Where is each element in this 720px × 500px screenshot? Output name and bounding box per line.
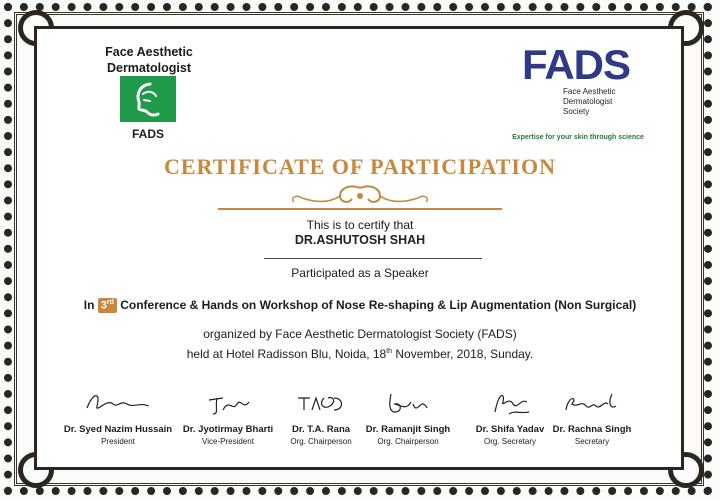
signatory-role: Org. Chairperson <box>377 437 439 446</box>
signatory-name: Dr. Jyotirmay Bharti <box>182 424 274 435</box>
signatory-name: Dr. T.A. Rana <box>291 424 351 435</box>
society-name-line2: Dermatologist <box>106 61 192 75</box>
fads-logo-word: FADS <box>522 41 631 88</box>
venue-date <box>0 347 720 361</box>
flourish-ornament-icon <box>218 182 502 216</box>
fads-sub-line1: Face Aesthetic <box>563 87 616 96</box>
fads-logo-subtitle <box>563 87 643 117</box>
event-ordinal-suffix: rd <box>106 299 114 307</box>
signatory-role: President <box>101 437 135 446</box>
event-description <box>0 298 720 313</box>
society-name-line1: Face Aesthetic <box>105 45 193 59</box>
signatory-role: Vice-President <box>202 437 254 446</box>
signatory-role: Secretary <box>574 437 610 446</box>
signatory <box>532 388 652 447</box>
signature-mark <box>532 388 652 424</box>
signatory-name: Dr. Ramanjit Singh <box>365 424 451 435</box>
signature-mark <box>58 388 178 424</box>
venue-text: held at Hotel Radisson Blu, Noida, 18 <box>186 347 387 361</box>
face-profile-logo-icon <box>120 76 176 122</box>
event-ordinal: 3 <box>100 300 107 312</box>
certify-text: This is to certify that <box>306 218 414 232</box>
recipient-name: DR.ASHUTOSH SHAH <box>294 233 426 247</box>
organized-by: organized by Face Aesthetic Dermatologist Society (FADS) <box>203 327 517 341</box>
event-text: Conference & Hands on Workshop of Nose Re-shaping & Lip Augmentation (Non Surgical) <box>120 298 637 312</box>
recipient-underline <box>264 258 482 259</box>
event-ordinal-badge <box>98 298 117 313</box>
fads-sub-line2: Dermatologist <box>563 97 613 106</box>
signatory-role: Org. Chairperson <box>290 437 352 446</box>
fads-sub-line3: Society <box>563 107 590 116</box>
signatory-name: Dr. Rachna Singh <box>552 424 632 435</box>
signatory-name: Dr. Syed Nazim Hussain <box>63 424 173 435</box>
fads-tagline: Expertise for your skin through science <box>512 134 644 141</box>
signatory-name: Dr. Shifa Yadav <box>475 424 545 435</box>
society-abbr: FADS <box>131 127 164 141</box>
participation-role: Participated as a Speaker <box>291 266 429 280</box>
certificate-title: CERTIFICATE OF PARTICIPATION <box>164 154 556 179</box>
date-suffix: th <box>386 348 393 355</box>
signatory-role: Org. Secretary <box>483 437 536 446</box>
signatory <box>58 388 178 447</box>
event-prefix: In <box>83 298 95 312</box>
date-text: November, 2018, Sunday. <box>392 347 534 361</box>
